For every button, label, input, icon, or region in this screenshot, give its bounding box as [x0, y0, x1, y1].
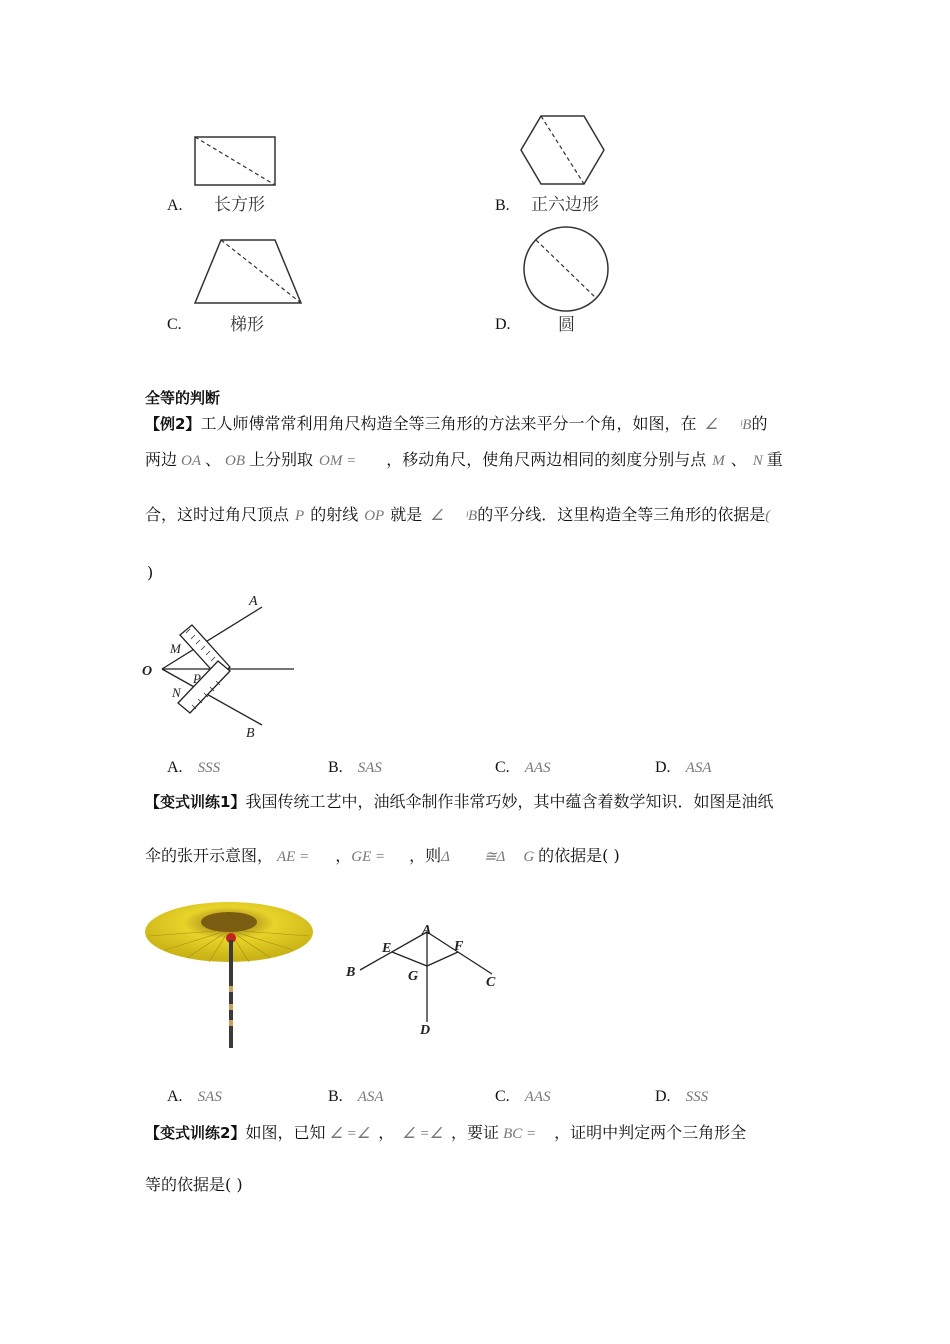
var1-option-b[interactable] [328, 1086, 384, 1107]
ex2-fig-a: A [249, 594, 258, 609]
ex2-option-a-letter: A. [167, 759, 183, 776]
ex2-l2-oa: OA [181, 453, 202, 469]
ex2-fig-o: O [142, 664, 153, 679]
ex2-option-a[interactable] [167, 757, 220, 778]
ex2-option-c[interactable] [495, 757, 551, 778]
var1-option-d-value: SSS [685, 1089, 709, 1105]
ex2-l3-b: 的射线 [310, 505, 359, 524]
option-c-caption: 梯形 [230, 315, 264, 335]
ex2-l1-angle: ∠ [704, 417, 718, 433]
ex2-l3-b2: ᵎB [465, 508, 478, 524]
ex2-l3-c: 就是 [390, 505, 423, 524]
var2-line1 [145, 1123, 746, 1144]
var1-option-b-value: ASA [357, 1089, 384, 1105]
ex2-option-d-letter: D. [655, 759, 671, 776]
ex2-option-a-value: SSS [197, 760, 221, 776]
ex2-l2-n: N [752, 453, 763, 469]
option-a-letter: A. [167, 197, 183, 214]
var1-option-c-letter: C. [495, 1088, 510, 1105]
var2-l1-a: 如图，已知 [245, 1123, 326, 1142]
umbrella-photo [145, 900, 315, 1050]
ex2-option-d-value: ASA [685, 760, 712, 776]
var1-l2-c: 的依据是 [538, 846, 603, 865]
var1-line2 [145, 846, 620, 867]
ex2-line1 [145, 414, 767, 435]
var1-option-c[interactable] [495, 1086, 551, 1107]
ex2-l3-a: 合，这时过角尺顶点 [145, 505, 290, 524]
option-a-caption: 长方形 [214, 195, 265, 215]
var1-fig-a: A [422, 923, 432, 938]
var1-option-d[interactable] [655, 1086, 708, 1107]
var2-l1-bc: BC = [503, 1126, 537, 1142]
ex2-line2 [145, 450, 783, 471]
umbrella-diagram [340, 922, 510, 1042]
var1-l2-a: 伞的张开示意图， [145, 846, 274, 865]
ex2-option-b[interactable] [328, 757, 382, 778]
var1-option-a-value: SAS [197, 1089, 222, 1105]
var1-l1: 我国传统工艺中，油纸伞制作非常巧妙，其中蕴含着数学知识．如图是油纸 [245, 792, 774, 811]
var1-l2-b: ，则 [409, 846, 442, 865]
ex2-l3-paren: ( [765, 508, 771, 524]
var1-l2-g: G [523, 849, 535, 865]
section-title: 全等的判断 [145, 389, 221, 407]
ex2-fig-p: P [193, 671, 201, 686]
ex2-l2-a: 两边 [145, 450, 178, 469]
ex2-l2-m: M [712, 453, 725, 469]
ex2-l1-end: 的 [751, 414, 768, 433]
var1-option-c-value: AAS [524, 1089, 551, 1105]
var1-fig-f: F [454, 939, 464, 954]
var2-l1-b: ，要证 [451, 1123, 500, 1142]
var2-l2-a: 等的依据是 [145, 1175, 226, 1194]
var2-line2 [145, 1175, 243, 1195]
var1-l2-ge: GE = [351, 849, 386, 865]
ex2-option-b-letter: B. [328, 759, 343, 776]
ex2-l2-b: 上分别取 [249, 450, 314, 469]
var1-option-b-letter: B. [328, 1088, 343, 1105]
ex2-l1-b: ᵎB [739, 417, 752, 433]
ex2-option-b-value: SAS [357, 760, 382, 776]
ex2-l2-end: 重 [766, 450, 783, 469]
var1-l2-cong: ≅Δ [483, 849, 506, 865]
ex2-l2-ob: OB [225, 453, 246, 469]
var1-l2-ae: AE = [277, 849, 310, 865]
var2-l2-paren: ( ) [225, 1175, 243, 1194]
var1-fig-d: D [420, 1023, 431, 1038]
ex2-fig-n: N [172, 685, 181, 700]
var1-line1 [145, 792, 773, 812]
ex2-fig-b: B [246, 726, 255, 741]
ex2-l3-angle: ∠ [430, 508, 444, 524]
var1-l2-d1: Δ [441, 849, 450, 865]
var1-option-d-letter: D. [655, 1088, 671, 1105]
ex2-tag: 【例2】 [145, 415, 201, 433]
ex2-option-c-value: AAS [524, 760, 551, 776]
angle-square-figure [140, 595, 300, 745]
ex2-line3 [145, 505, 770, 526]
var1-tag: 【变式训练1】 [145, 793, 246, 811]
ex2-l3-op: OP [364, 508, 385, 524]
var2-l1-comma: ， [378, 1123, 395, 1142]
var1-option-a-letter: A. [167, 1088, 183, 1105]
ex2-l1-text: 工人师傅常常利用角尺构造全等三角形的方法来平分一个角，如图，在 [200, 414, 697, 433]
var1-fig-b: B [346, 965, 356, 980]
ex2-l2-c: ，移动角尺，使角尺两边相同的刻度分别与点 [386, 450, 707, 469]
ex2-l3-d: 的平分线．这里构造全等三角形的依据是 [477, 505, 766, 524]
var1-fig-g: G [408, 969, 419, 984]
var1-l2-comma: ， [335, 846, 352, 865]
ex2-line4: ) [147, 563, 154, 582]
ex2-l2-sep2: 、 [730, 450, 747, 469]
ex2-option-c-letter: C. [495, 759, 510, 776]
option-b-letter: B. [495, 197, 510, 214]
var2-tag: 【变式训练2】 [145, 1124, 246, 1142]
var2-l1-eq2: ∠ =∠ [402, 1126, 444, 1142]
ex2-fig-m: M [170, 641, 181, 656]
rectangle-figure [0, 0, 950, 350]
ex2-l2-sep: 、 [205, 450, 222, 469]
option-d-letter: D. [495, 316, 511, 333]
ex2-l2-om: OM = [319, 453, 357, 469]
var1-fig-c: C [486, 975, 496, 990]
var1-option-a[interactable] [167, 1086, 222, 1107]
option-c-letter: C. [167, 316, 182, 333]
ex2-l3-p: P [295, 508, 305, 524]
option-b-caption: 正六边形 [531, 195, 599, 215]
var2-l1-eq1: ∠ =∠ [329, 1126, 371, 1142]
var1-fig-e: E [382, 941, 392, 956]
var1-l2-paren: ( ) [602, 846, 620, 865]
var2-l1-c: ，证明中判定两个三角形全 [554, 1123, 747, 1142]
option-d-caption: 圆 [558, 315, 575, 335]
ex2-option-d[interactable] [655, 757, 711, 778]
